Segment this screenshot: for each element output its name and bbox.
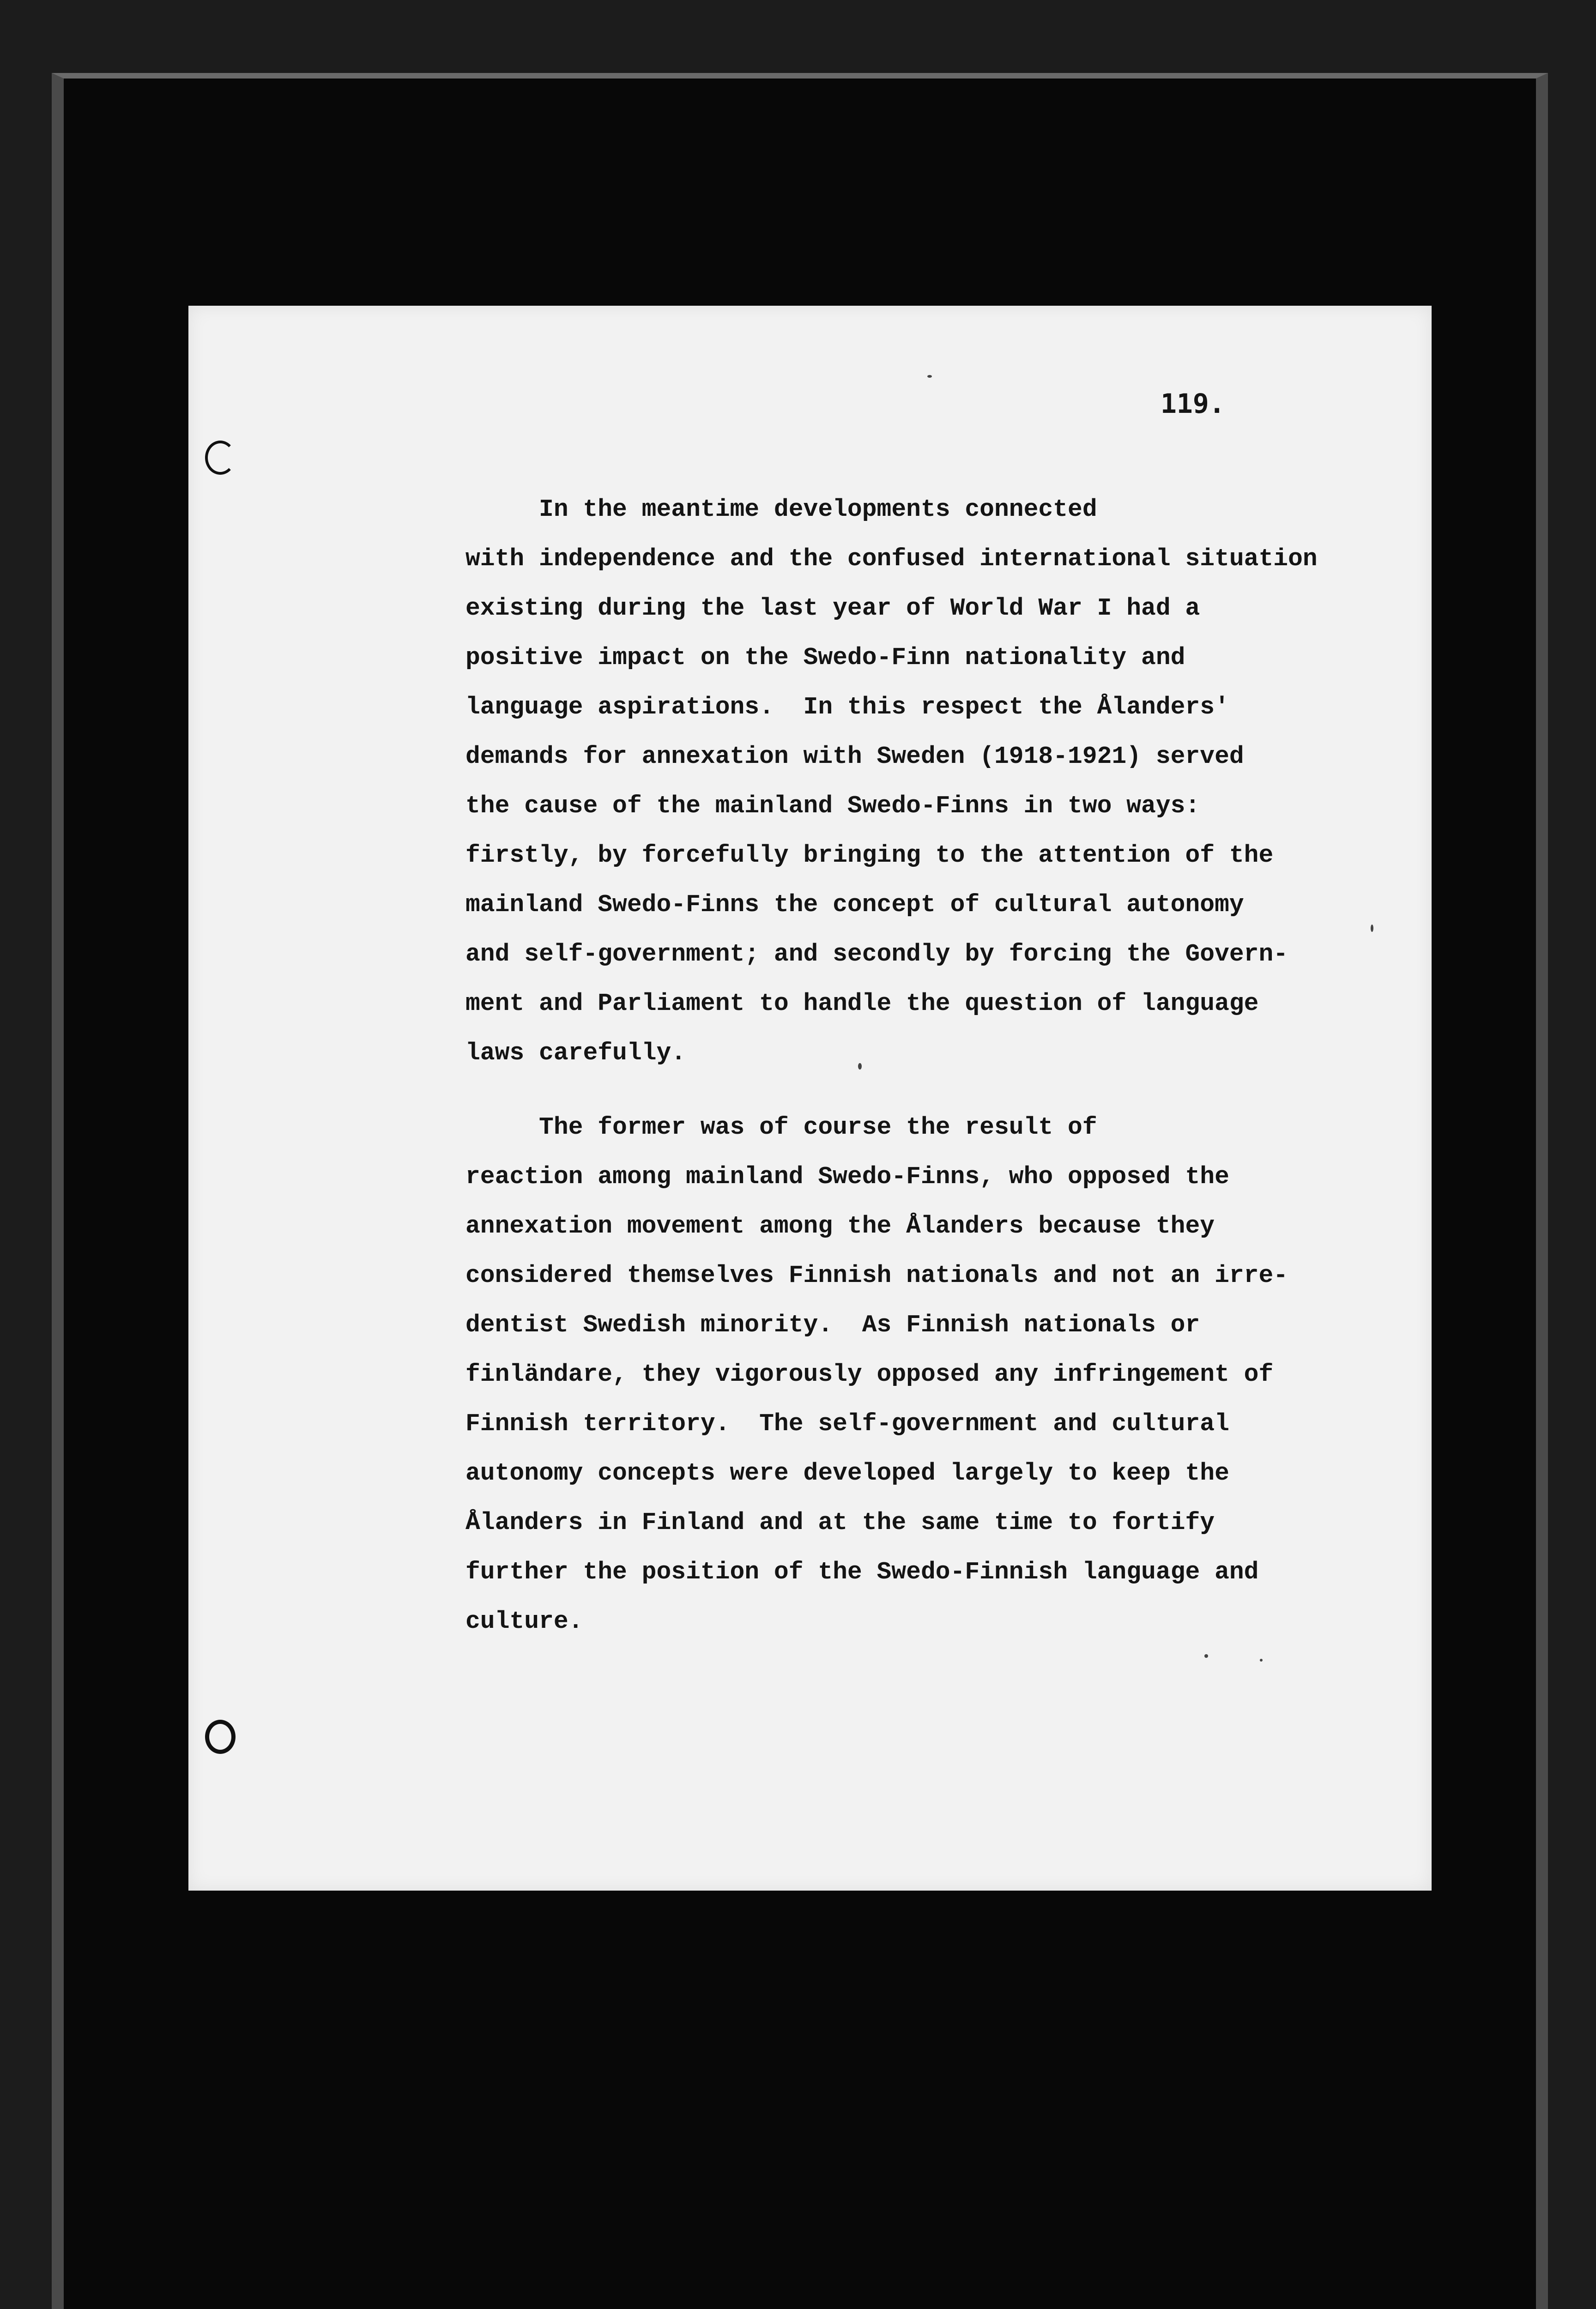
film-speck bbox=[927, 375, 932, 378]
text-line: the cause of the mainland Swedo-Finns in two ways: bbox=[466, 792, 1200, 820]
document-page bbox=[188, 306, 1432, 1891]
text-line: reaction among mainland Swedo-Finns, who opposed the bbox=[466, 1163, 1229, 1191]
film-speck bbox=[1204, 1654, 1208, 1658]
text-line: considered themselves Finnish nationals and not an irre- bbox=[466, 1262, 1288, 1289]
text-line: Ålanders in Finland and at the same time to fortify bbox=[466, 1509, 1215, 1536]
paragraph-gap bbox=[466, 1078, 1366, 1103]
text-line: existing during the last year of World War I had a bbox=[466, 594, 1200, 622]
binder-hole-mark-top bbox=[205, 441, 236, 475]
text-line: language aspirations. In this respect the Ålanders' bbox=[466, 693, 1229, 721]
text-line: demands for annexation with Sweden (1918-1921) served bbox=[466, 743, 1244, 770]
page-number: 119. bbox=[1161, 388, 1225, 419]
text-line: finländare, they vigorously opposed any infringement of bbox=[466, 1360, 1274, 1388]
text-line: annexation movement among the Ålanders because they bbox=[466, 1212, 1215, 1240]
text-line: mainland Swedo-Finns the concept of cultural autonomy bbox=[466, 891, 1244, 919]
text-line: with independence and the confused international situation bbox=[466, 545, 1318, 573]
text-line: further the position of the Swedo-Finnish language and bbox=[466, 1558, 1259, 1586]
text-line: In the meantime developments connected bbox=[466, 496, 1097, 523]
film-speck bbox=[1260, 1659, 1263, 1662]
text-line: laws carefully. bbox=[466, 1039, 686, 1067]
text-line: The former was of course the result of bbox=[466, 1113, 1097, 1141]
film-speck bbox=[858, 1063, 862, 1070]
text-line: Finnish territory. The self-government and cultural bbox=[466, 1410, 1229, 1438]
text-line: dentist Swedish minority. As Finnish nationals or bbox=[466, 1311, 1200, 1339]
text-line: firstly, by forcefully bringing to the attention of the bbox=[466, 841, 1274, 869]
body-text bbox=[466, 485, 1366, 1646]
binder-hole-mark-bottom bbox=[205, 1720, 236, 1754]
text-line: ment and Parliament to handle the question of language bbox=[466, 990, 1259, 1017]
text-line: positive impact on the Swedo-Finn nationality and bbox=[466, 644, 1185, 671]
text-line: culture. bbox=[466, 1608, 583, 1635]
film-speck bbox=[1371, 925, 1373, 932]
text-line: autonomy concepts were developed largely to keep the bbox=[466, 1459, 1229, 1487]
text-line: and self-government; and secondly by forcing the Govern- bbox=[466, 940, 1288, 968]
